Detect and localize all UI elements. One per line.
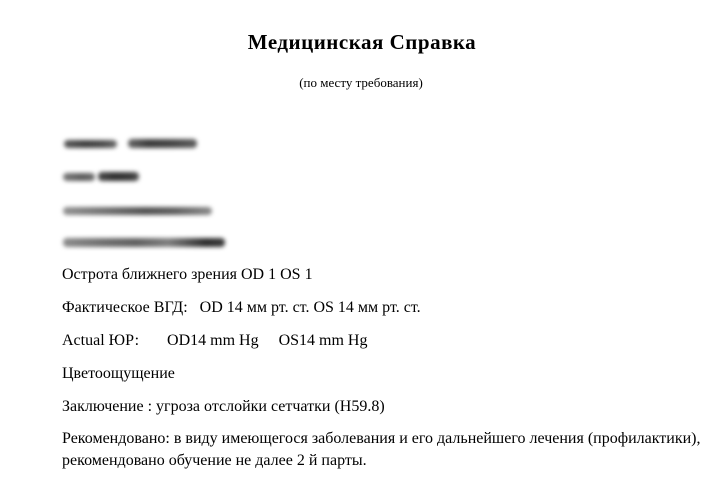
document-title: Медицинская Справка: [247, 30, 477, 54]
field-near-vision-acuity: Острота ближнего зрения OD 1 OS 1: [62, 266, 313, 283]
redacted-line2-chunk-2: [98, 172, 139, 181]
redacted-line2-chunk-1: [63, 173, 95, 181]
field-color-perception: Цветоощущение: [62, 365, 175, 382]
redacted-line3: [63, 207, 212, 215]
field-conclusion: Заключение : угроза отслойки сетчатки (H59.8): [62, 398, 385, 415]
redacted-name-chunk-2: [128, 139, 197, 148]
field-actual-iop-en: Actual ЮР: OD14 mm Hg OS14 mm Hg: [62, 332, 368, 349]
redacted-line4: [63, 238, 225, 247]
field-recommendation-line1: Рекомендовано: в виду имеющегося заболевания и его дальнейшего лечения (профилактики),: [62, 430, 701, 447]
field-recommendation-line2: рекомендовано обучение не далее 2 й парты.: [62, 452, 367, 469]
document-subtitle: (по месту требования): [299, 75, 423, 90]
redacted-name-chunk-1: [64, 140, 117, 148]
field-actual-iop-ru: Фактическое ВГД: OD 14 мм рт. ст. OS 14 мм рт. ст.: [62, 299, 421, 316]
